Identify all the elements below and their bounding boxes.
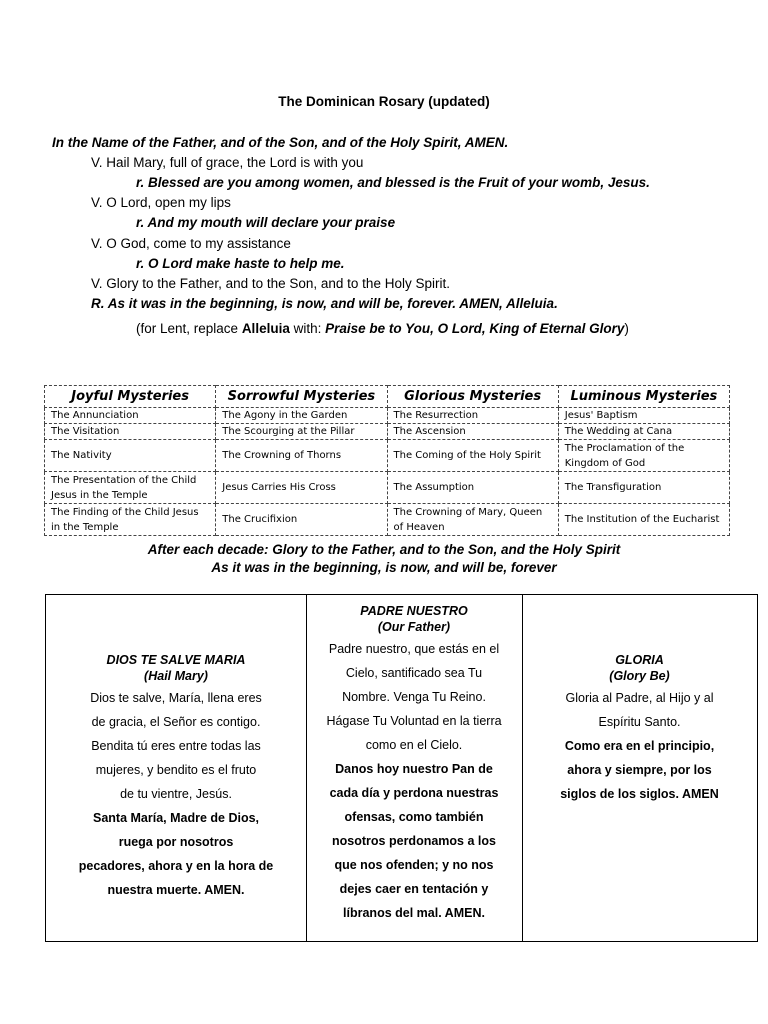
response-2: r. And my mouth will declare your praise	[136, 215, 396, 230]
table-row	[45, 440, 730, 472]
header-luminous: Luminous Mysteries	[558, 386, 729, 408]
table-cell: The Agony in the Garden	[216, 408, 387, 424]
table-cell: The Crowning of Thorns	[216, 440, 387, 472]
prayer-line: nuestra muerte. AMEN.	[107, 883, 245, 897]
our-father-title: PADRE NUESTRO	[360, 604, 468, 618]
table-row	[45, 504, 730, 536]
table-cell: The Scourging at the Pillar	[216, 424, 387, 440]
glory-be-title: GLORIA	[615, 653, 664, 667]
prayer-line: Danos hoy nuestro Pan de	[335, 762, 493, 776]
prayer-line: dejes caer en tentación y	[339, 882, 489, 896]
prayers-box	[45, 594, 758, 942]
hail-mary-title: DIOS TE SALVE MARIA	[106, 653, 246, 667]
table-row	[45, 472, 730, 504]
prayer-line: siglos de los siglos. AMEN	[560, 787, 719, 801]
table-cell: Jesus Carries His Cross	[216, 472, 387, 504]
table-cell: Jesus' Baptism	[558, 408, 729, 424]
hail-mary-subtitle: (Hail Mary)	[144, 669, 208, 683]
prayer-line: Hágase Tu Voluntad en la tierra	[326, 714, 502, 728]
versicle-2: V. O Lord, open my lips	[91, 195, 231, 210]
mysteries-table	[44, 385, 730, 536]
table-cell: The Assumption	[387, 472, 558, 504]
lent-word: Alleluia	[241, 321, 290, 336]
prayer-line: Cielo, santificado sea Tu	[345, 666, 483, 680]
versicle-3: V. O God, come to my assistance	[91, 236, 291, 251]
prayer-line: Santa María, Madre de Dios,	[92, 811, 260, 825]
versicle-4: V. Glory to the Father, and to the Son, and to the Holy Spirit.	[91, 276, 450, 291]
prayer-line: Gloria al Padre, al Hijo y al	[565, 691, 714, 705]
table-row	[45, 424, 730, 440]
table-row	[45, 408, 730, 424]
glory-be-column	[522, 595, 757, 941]
response-1: r. Blessed are you among women, and blessed is the Fruit of your womb, Jesus.	[136, 175, 650, 190]
response-3: r. O Lord make haste to help me.	[136, 256, 345, 271]
prayer-line: ofensas, como también	[344, 810, 484, 824]
prayer-line: de gracia, el Señor es contigo.	[91, 715, 261, 729]
table-cell: The Institution of the Eucharist	[558, 504, 729, 536]
page-title: The Dominican Rosary (updated)	[278, 94, 490, 109]
lent-mid: with:	[289, 321, 326, 336]
glory-be-text	[522, 686, 757, 806]
lent-prefix: (for Lent, replace	[136, 321, 242, 336]
hail-mary-text	[46, 686, 306, 902]
table-cell: The Proclamation of the Kingdom of God	[558, 440, 729, 472]
header-sorrowful: Sorrowful Mysteries	[216, 386, 387, 408]
prayer-line: Dios te salve, María, llena eres	[90, 691, 262, 705]
prayer-line: líbranos del mal. AMEN.	[343, 906, 485, 920]
opening-invocation: In the Name of the Father, and of the Son, and of the Holy Spirit, AMEN.	[52, 135, 509, 150]
prayer-line: Nombre. Venga Tu Reino.	[342, 690, 486, 704]
table-cell: The Wedding at Cana	[558, 424, 729, 440]
our-father-subtitle: (Our Father)	[377, 620, 451, 634]
prayer-line: nosotros perdonamos a los	[332, 834, 496, 848]
our-father-text	[306, 637, 522, 925]
prayer-line: que nos ofenden; y no nos	[334, 858, 494, 872]
our-father-column	[306, 595, 523, 941]
lent-replacement: Praise be to You, O Lord, King of Eternal Glory	[325, 321, 625, 336]
table-cell: The Coming of the Holy Spirit	[387, 440, 558, 472]
table-cell: The Crowning of Mary, Queen of Heaven	[387, 504, 558, 536]
response-4: R. As it was in the beginning, is now, and will be, forever. AMEN, Alleluia.	[91, 296, 558, 311]
prayer-line: ruega por nosotros	[118, 835, 234, 849]
prayer-line: ahora y siempre, por los	[567, 763, 712, 777]
table-cell: The Annunciation	[45, 408, 216, 424]
prayer-line: Espíritu Santo.	[598, 715, 681, 729]
lent-note	[136, 321, 629, 336]
prayer-line: Bendita tú eres entre todas las	[91, 739, 261, 753]
table-cell: The Finding of the Child Jesus in the Temple	[45, 504, 216, 536]
versicle-1: V. Hail Mary, full of grace, the Lord is with you	[91, 155, 364, 170]
after-decade-line-1: After each decade: Glory to the Father, and to the Son, and the Holy Spirit	[147, 542, 621, 557]
table-cell: The Presentation of the Child Jesus in the Temple	[45, 472, 216, 504]
table-cell: The Ascension	[387, 424, 558, 440]
prayer-line: Padre nuestro, que estás en el	[328, 642, 500, 656]
prayer-line: como en el Cielo.	[365, 738, 463, 752]
prayer-line: Como era en el principio,	[564, 739, 715, 753]
table-cell: The Resurrection	[387, 408, 558, 424]
header-joyful: Joyful Mysteries	[45, 386, 216, 408]
prayer-line: mujeres, y bendito es el fruto	[95, 763, 257, 777]
mysteries-header-row	[45, 386, 730, 408]
table-cell: The Nativity	[45, 440, 216, 472]
lent-suffix: )	[624, 321, 629, 336]
glory-be-subtitle: (Glory Be)	[609, 669, 670, 683]
prayer-line: de tu vientre, Jesús.	[120, 787, 232, 801]
prayer-line: cada día y perdona nuestras	[329, 786, 499, 800]
hail-mary-column	[46, 595, 307, 941]
prayer-line: pecadores, ahora y en la hora de	[78, 859, 274, 873]
table-cell: The Visitation	[45, 424, 216, 440]
table-cell: The Crucifixion	[216, 504, 387, 536]
after-decade-line-2: As it was in the beginning, is now, and will be, forever	[211, 560, 557, 575]
table-cell: The Transfiguration	[558, 472, 729, 504]
header-glorious: Glorious Mysteries	[387, 386, 558, 408]
